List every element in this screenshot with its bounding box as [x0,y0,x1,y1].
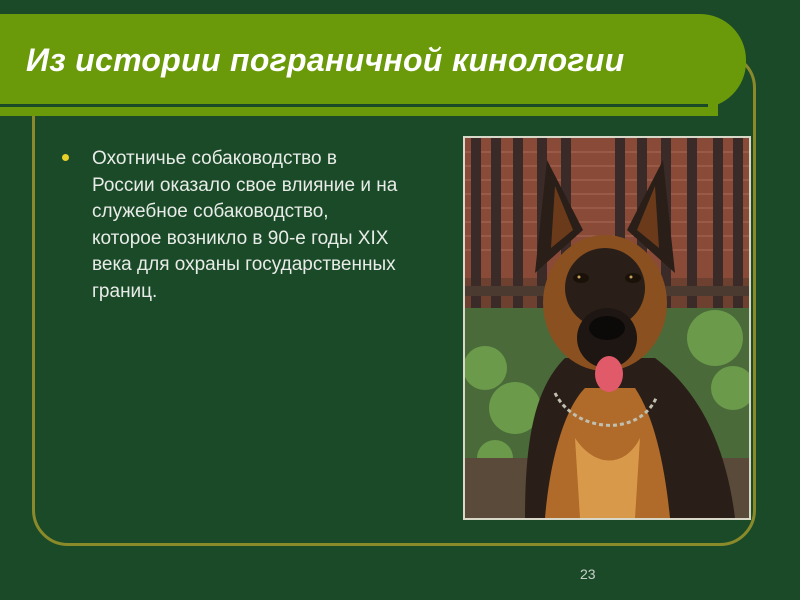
german-shepherd-image [465,138,749,518]
slide-title: Из истории пограничной кинологии [26,42,625,78]
page-number: 23 [580,566,596,582]
bullet-dot-icon [62,154,69,161]
bullet-item: Охотничье собаководство в России оказало свое влияние и на служебное собаководство, которое возникло в 90-е годы XIX века для охраны государственных границ. [92,148,398,302]
dog-photo [463,136,751,520]
title-divider [0,104,708,107]
